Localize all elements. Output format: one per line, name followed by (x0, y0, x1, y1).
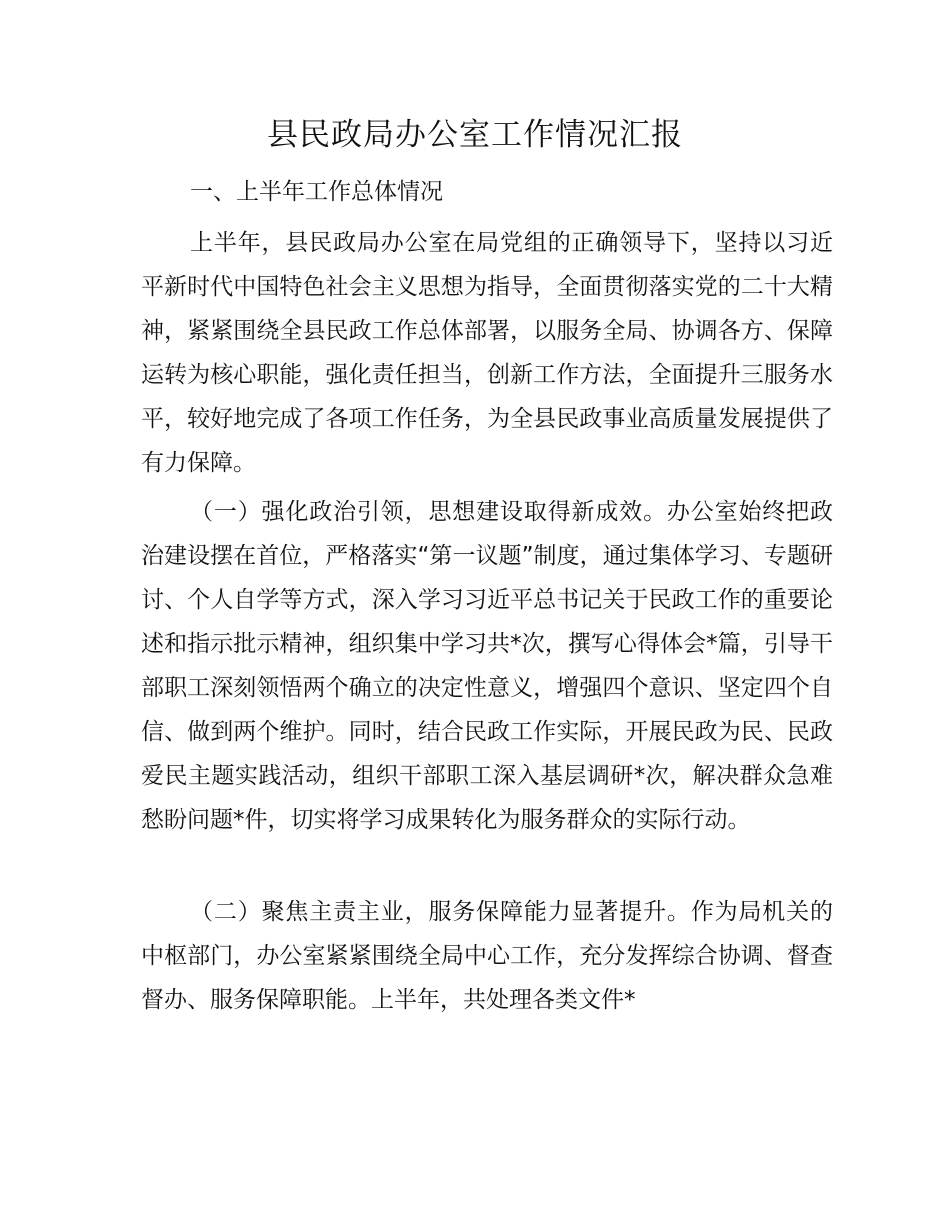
document-title: 县民政局办公室工作情况汇报 (267, 117, 683, 153)
paragraph-political-guidance: （一）强化政治引领，思想建设取得新成效。办公室始终把政治建设摆在首位，严格落实“第一议题”制度，通过集体学习、专题研讨、个人自学等方式，深入学习习近平总书记关于民政工作的重要论述和指示批示精神，组织集中学习共*次，撰写心得体会*篇，引导干部职工深刻领悟两个确立的决定性意义，增强四个意识、坚定四个自信、做到两个维护。同时，结合民政工作实际，开展民政为民、民政爱民主题实践活动，组织干部职工深入基层调研*次，解决群众急难愁盼问题*件，切实将学习成果转化为服务群众的实际行动。 (141, 499, 833, 833)
section-heading: 一、上半年工作总体情况 (190, 179, 443, 205)
paragraph-overview: 上半年，县民政局办公室在局党组的正确领导下，坚持以习近平新时代中国特色社会主义思想为指导，全面贯彻落实党的二十大精神，紧紧围绕全县民政工作总体部署，以服务全局、协调各方、保障运转为核心职能，强化责任担当，创新工作方法，全面提升三服务水平，较好地完成了各项工作任务，为全县民政事业高质量发展提供了有力保障。 (141, 230, 833, 476)
paragraph-service-support: （二）聚焦主责主业，服务保障能力显著提升。作为局机关的中枢部门，办公室紧紧围绕全局中心工作，充分发挥综合协调、督查督办、服务保障职能。上半年，共处理各类文件* (141, 899, 833, 1013)
